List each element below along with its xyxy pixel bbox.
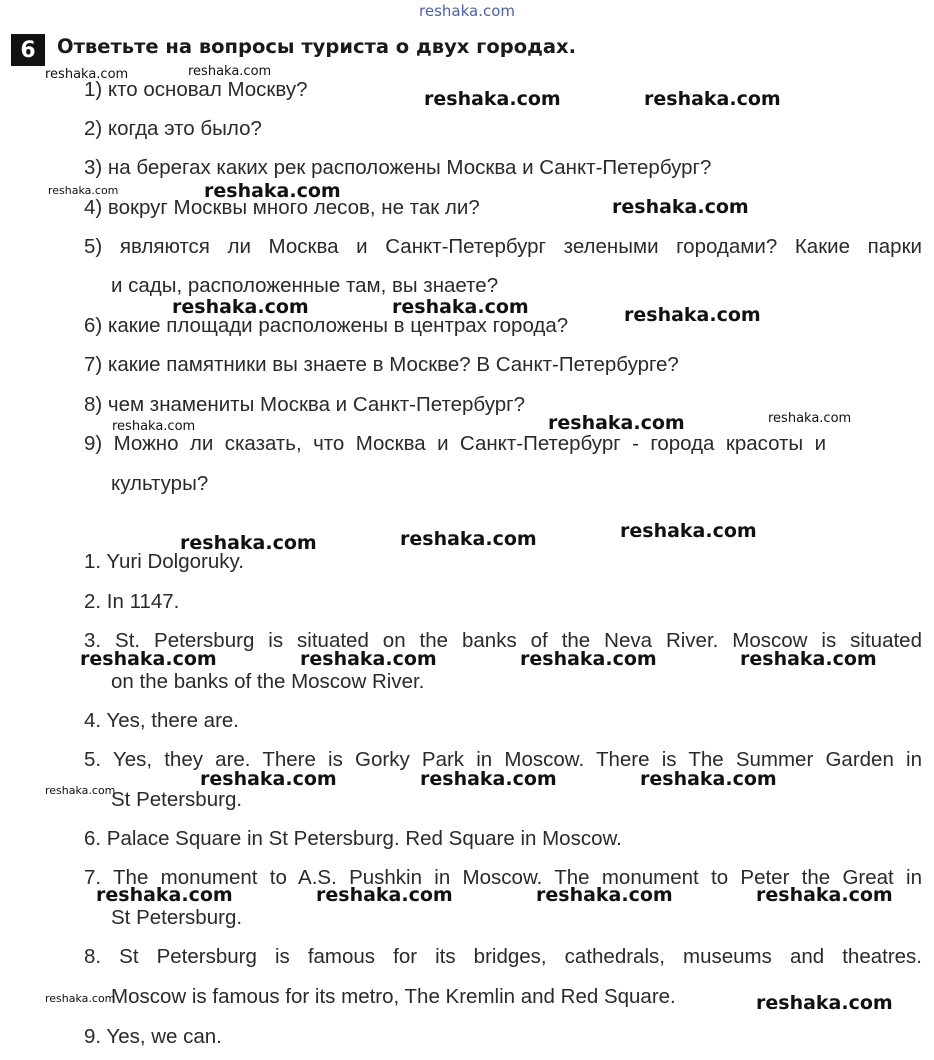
watermark: reshaka.com xyxy=(45,67,129,82)
question-line: 7) какие памятники вы знаете в Москве? В Санкт-Петербурге? xyxy=(84,353,679,376)
answer-line: 7. The monument to A.S. Pushkin in Moscow. The monument to Peter the Great in xyxy=(84,866,922,889)
watermark: reshaka.com xyxy=(612,196,749,218)
answer-line: 9. Yes, we can. xyxy=(84,1025,222,1048)
question-line: 8) чем знамениты Москва и Санкт-Петербург? xyxy=(84,393,526,416)
answer-line: 2. In 1147. xyxy=(84,590,180,613)
watermark: reshaka.com xyxy=(536,884,673,906)
answer-line: 4. Yes, there are. xyxy=(84,709,240,732)
watermark: reshaka.com xyxy=(316,884,453,906)
watermark: reshaka.com xyxy=(180,532,317,554)
question-line: 6) какие площади расположены в центрах города? xyxy=(84,314,569,337)
task-number-badge: 6 xyxy=(11,34,45,66)
answer-line: 5. Yes, they are. There is Gorky Park in Moscow. There is The Summer Garden in xyxy=(84,748,922,771)
answer-line: 6. Palace Square in St Petersburg. Red Square in Moscow. xyxy=(84,827,622,850)
watermark: reshaka.com xyxy=(756,884,893,906)
watermark: reshaka.com xyxy=(200,768,337,790)
watermark: reshaka.com xyxy=(80,648,217,670)
question-line: и сады, расположенные там, вы знаете? xyxy=(111,274,499,297)
site-header[interactable]: reshaka.com xyxy=(419,2,515,20)
answer-line: on the banks of the Moscow River. xyxy=(111,670,425,693)
question-line: культуры? xyxy=(111,472,209,495)
question-line: 9) Можно ли сказать, что Москва и Санкт-Петербург - города красоты и xyxy=(84,432,827,455)
watermark: reshaka.com xyxy=(756,992,893,1014)
watermark: reshaka.com xyxy=(112,419,196,434)
watermark: reshaka.com xyxy=(640,768,777,790)
watermark: reshaka.com xyxy=(548,412,685,434)
watermark: reshaka.com xyxy=(768,411,852,426)
question-line: 4) вокруг Москвы много лесов, не так ли? xyxy=(84,196,480,219)
watermark: reshaka.com xyxy=(624,304,761,326)
answer-line: St Petersburg. xyxy=(111,788,243,811)
answer-line: 1. Yuri Dolgoruky. xyxy=(84,550,244,573)
watermark: reshaka.com xyxy=(188,64,272,79)
watermark: reshaka.com xyxy=(48,184,119,197)
watermark: reshaka.com xyxy=(204,180,341,202)
watermark: reshaka.com xyxy=(172,296,309,318)
question-line: 2) когда это было? xyxy=(84,117,262,140)
answer-line: St Petersburg. xyxy=(111,906,243,929)
answer-line: 3. St. Petersburg is situated on the banks of the Neva River. Moscow is situated xyxy=(84,629,922,652)
watermark: reshaka.com xyxy=(300,648,437,670)
watermark: reshaka.com xyxy=(420,768,557,790)
watermark: reshaka.com xyxy=(45,784,116,797)
watermark: reshaka.com xyxy=(644,88,781,110)
task-title: Ответьте на вопросы туриста о двух городах. xyxy=(57,35,576,58)
question-line: 3) на берегах каких рек расположены Москва и Санкт-Петербург? xyxy=(84,156,712,179)
watermark: reshaka.com xyxy=(424,88,561,110)
question-line: 5) являются ли Москва и Санкт-Петербург зелеными городами? Какие парки xyxy=(84,235,922,258)
watermark: reshaka.com xyxy=(620,520,757,542)
answer-line: Moscow is famous for its metro, The Kremlin and Red Square. xyxy=(111,985,676,1008)
question-line: 1) кто основал Москву? xyxy=(84,78,308,101)
watermark: reshaka.com xyxy=(96,884,233,906)
watermark: reshaka.com xyxy=(520,648,657,670)
watermark: reshaka.com xyxy=(400,528,537,550)
watermark: reshaka.com xyxy=(740,648,877,670)
answer-line: 8. St Petersburg is famous for its bridges, cathedrals, museums and theatres. xyxy=(84,945,922,968)
watermark: reshaka.com xyxy=(392,296,529,318)
watermark: reshaka.com xyxy=(45,992,116,1005)
